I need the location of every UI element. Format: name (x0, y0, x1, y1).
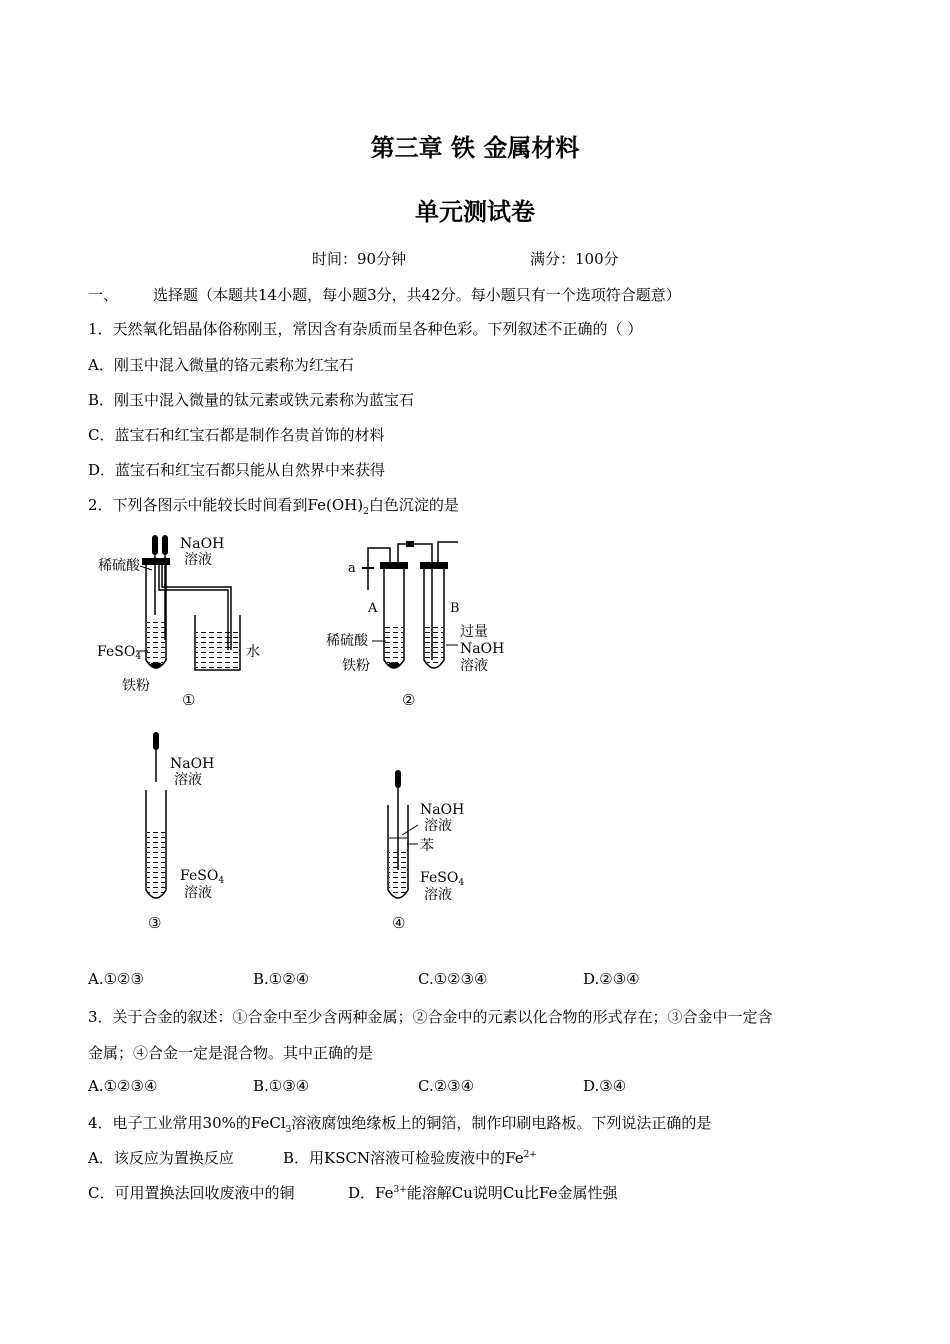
f1-naoh-label: NaOH (180, 536, 225, 552)
f4-solution-label: 溶液 (424, 818, 452, 834)
f1-iron-label: 铁粉 (122, 678, 150, 694)
q1-stem: 1．天然氧化铝晶体俗称刚玉，常因含有杂质而呈各种色彩。下列叙述不正确的（ ） (88, 320, 643, 338)
figure-2 (326, 541, 504, 709)
f2-acid-label: 稀硫酸 (326, 633, 368, 649)
f2-A-label: A (368, 601, 378, 616)
q4-option-d-pre: D．Fe (348, 1184, 394, 1202)
f4-feso4-label: FeSO$_4$ (420, 870, 465, 888)
q1-option-c: C．蓝宝石和红宝石都是制作名贵首饰的材料 (88, 426, 385, 444)
figure-3 (146, 732, 224, 932)
f3-feso4-solution-label: 溶液 (184, 885, 212, 901)
figure-1 (97, 535, 260, 709)
q4-option-a: A．该反应为置换反应 (88, 1149, 234, 1167)
f2-solution-label: 溶液 (460, 658, 488, 674)
f2-a-label: a (348, 561, 356, 576)
test-title: 单元测试卷 (415, 197, 535, 226)
q3-stem-line1: 3．关于合金的叙述：①合金中至少含两种金属；②合金中的元素以化合物的形式存在；③合金中一定含 (88, 1008, 773, 1026)
f4-naoh-label: NaOH (420, 802, 465, 818)
q4-option-d-post: 能溶解Cu说明Cu比Fe金属性强 (406, 1184, 618, 1202)
section-number: 一、 (88, 286, 119, 304)
chapter-title: 第三章 铁 金属材料 (370, 133, 580, 162)
f1-water-label: 水 (246, 644, 260, 660)
q2-figure (80, 520, 560, 940)
f2-naoh-label: NaOH (460, 641, 505, 657)
f4-number: ④ (392, 914, 406, 932)
q4-stem (88, 1112, 711, 1135)
time-label: 时间：90分钟 (312, 250, 407, 268)
f3-naoh-label: NaOH (170, 756, 215, 772)
q1-option-d: D．蓝宝石和红宝石都只能从自然界中来获得 (88, 461, 386, 479)
q2-option-d: D.②③④ (583, 970, 640, 988)
q4-option-b-sup: 2+ (523, 1150, 537, 1160)
f1-number: ① (182, 691, 196, 709)
q2-stem-sub: 2 (363, 507, 369, 517)
score-label: 满分：100分 (530, 250, 619, 268)
q3-option-b: B.①③④ (253, 1077, 310, 1095)
q4-stem-pre: 4．电子工业常用30%的FeCl (88, 1114, 286, 1132)
figure-4 (388, 770, 464, 932)
q3-option-a: A.①②③④ (88, 1077, 158, 1095)
f1-feso4-label: FeSO$_4$ (97, 644, 142, 662)
q4-option-c: C．可用置换法回收废液中的铜 (88, 1184, 295, 1202)
q2-stem-post: 白色沉淀的是 (368, 496, 459, 514)
f3-solution-label: 溶液 (174, 772, 202, 788)
f2-iron-label: 铁粉 (342, 658, 370, 674)
q2-option-c: C.①②③④ (418, 970, 488, 988)
q4-option-b-text: B．用KSCN溶液可检验废液中的Fe (283, 1149, 524, 1167)
f1-solution-label: 溶液 (184, 552, 212, 568)
f3-feso4-label: FeSO$_4$ (180, 868, 225, 886)
q2-option-b: B.①②④ (253, 970, 310, 988)
q4-option-d (348, 1182, 618, 1203)
f4-benzene-label: 苯 (420, 838, 434, 854)
q4-option-b (283, 1147, 537, 1168)
f2-excess-label: 过量 (460, 624, 488, 640)
q4-option-d-sup: 3+ (393, 1185, 407, 1195)
q4-stem-sub: 3 (285, 1125, 292, 1135)
q1-option-a: A．刚玉中混入微量的铬元素称为红宝石 (88, 356, 354, 374)
q3-option-c: C.②③④ (418, 1077, 475, 1095)
f1-acid-label: 稀硫酸 (98, 558, 140, 574)
q2-stem-pre: 2．下列各图示中能较长时间看到Fe(OH) (88, 496, 364, 514)
q4-stem-post: 溶液腐蚀绝缘板上的铜箔，制作印刷电路板。下列说法正确的是 (291, 1114, 712, 1132)
f4-feso4-solution-label: 溶液 (424, 887, 452, 903)
q3-stem-line2: 金属；④合金一定是混合物。其中正确的是 (88, 1044, 374, 1062)
f3-number: ③ (148, 914, 162, 932)
f2-B-label: B (450, 601, 460, 616)
q2-option-a: A.①②③ (88, 970, 144, 988)
q1-option-b: B．刚玉中混入微量的钛元素或铁元素称为蓝宝石 (88, 391, 415, 409)
q3-option-d: D.③④ (583, 1077, 627, 1095)
section-heading: 选择题（本题共14小题，每小题3分，共42分。每小题只有一个选项符合题意） (153, 286, 681, 304)
q2-stem (88, 494, 459, 517)
f2-number: ② (402, 691, 416, 709)
